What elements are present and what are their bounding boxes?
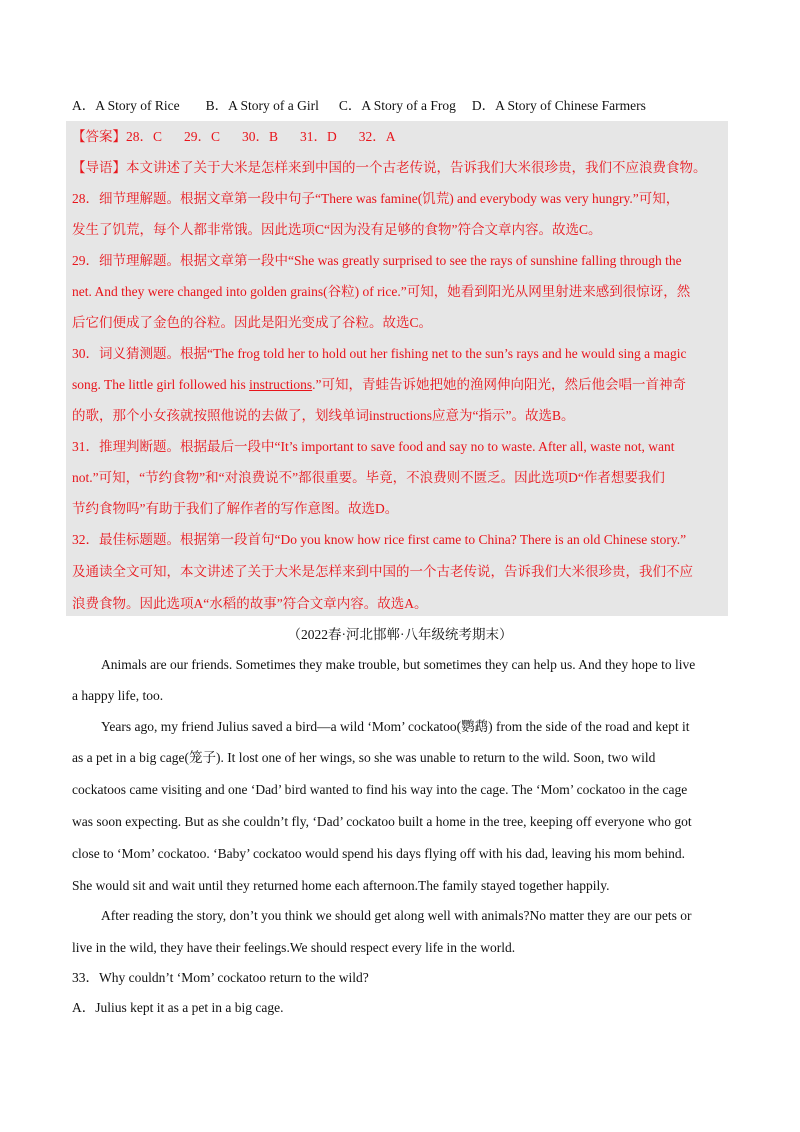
- option-a: A．A Story of Rice: [72, 98, 180, 113]
- answer-key-label: 【答案】: [72, 129, 126, 144]
- explanation-30-line-1: 30．词义猜测题。根据“The frog told her to hold out her fishing net to the sun’s rays and he would sing a magic: [72, 346, 687, 361]
- explanation-32-line-2: 及通读全文可知，本文讲述了关于大米是怎样来到中国的一个古老传说，告诉我们大米很珍贵，我们不应: [72, 564, 693, 579]
- explanation-28-line-1: 28．细节理解题。根据文章第一段中句子“There was famine(饥荒) and everybody was very hungry.”可知，: [72, 191, 680, 206]
- answer-guide: 【导语】本文讲述了关于大米是怎样来到中国的一个古老传说，告诉我们大米很珍贵，我们不应浪费食物。: [72, 160, 707, 175]
- passage-p3-line-2: live in the wild, they have their feelings.We should respect every life in the world.: [72, 940, 516, 955]
- option-d: D．A Story of Chinese Farmers: [471, 98, 646, 113]
- answer-key-31: 31．D: [300, 129, 337, 144]
- answer-key-30: 30．B: [242, 129, 279, 144]
- answer-key-line: [72, 128, 396, 146]
- explanation-29-line-2: net. And they were changed into golden grains(谷粒) of rice.”可知，她看到阳光从网里射进来感到很惊讶，然: [72, 284, 691, 299]
- explanation-28-line-2: 发生了饥荒，每个人都非常饿。因此选项C“因为没有足够的食物”符合文章内容。故选C。: [72, 222, 602, 237]
- explanation-30-text-cont: .”可知，青蛙告诉她把她的渔网伸向阳光，然后他会唱一首神奇: [312, 377, 686, 392]
- answer-key-28: 28．C: [126, 129, 163, 144]
- explanation-30-line-2: [72, 376, 686, 394]
- explanation-31-line-1: 31．推理判断题。根据最后一段中“It’s important to save food and say no to waste. After all, waste not, want: [72, 439, 675, 454]
- answer-key-29: 29．C: [184, 129, 221, 144]
- option-c: C．A Story of a Frog: [338, 98, 456, 113]
- passage-p1-line-1: Animals are our friends. Sometimes they make trouble, but sometimes they can help us. And they hope to live: [101, 657, 696, 672]
- explanation-29-line-3: 后它们便成了金色的谷粒。因此是阳光变成了谷粒。故选C。: [72, 315, 433, 330]
- question-33-option-a: A．Julius kept it as a pet in a big cage.: [72, 1000, 284, 1015]
- option-b: B．A Story of a Girl: [205, 98, 319, 113]
- passage-p2-line-1: Years ago, my friend Julius saved a bird—a wild ‘Mom’ cockatoo(鹦鹉) from the side of the road and kept it: [101, 719, 690, 734]
- question-32-options: [72, 97, 646, 115]
- explanation-31-line-2: not.”可知，“节约食物”和“对浪费说不”都很重要。毕竟，不浪费则不匮乏。因此选项D“作者想要我们: [72, 470, 665, 485]
- underlined-word: instructions: [249, 377, 313, 392]
- explanation-30-line-3: 的歌，那个小女孩就按照他说的去做了，划线单词instructions应意为“指示”。故选B。: [72, 408, 575, 423]
- question-33-stem: 33．Why couldn’t ‘Mom’ cockatoo return to the wild?: [72, 970, 369, 985]
- explanation-32-line-3: 浪费食物。因此选项A“水稻的故事”符合文章内容。故选A。: [72, 596, 428, 611]
- explanation-29-line-1: 29．细节理解题。根据文章第一段中“She was greatly surprised to see the rays of sunshine falling through the: [72, 253, 682, 268]
- passage-p2-line-4: was soon expecting. But as she couldn’t fly, ‘Dad’ cockatoo built a home in the tree, keeping off everyone who got: [72, 814, 692, 829]
- passage-p2-line-5: close to ‘Mom’ cockatoo. ‘Baby’ cockatoo would spend his days flying off with his dad, leaving his mom behind.: [72, 846, 686, 861]
- passage-source: （2022春·河北邯郸·八年级统考期末）: [287, 627, 513, 642]
- passage-p2-line-3: cockatoos came visiting and one ‘Dad’ bird wanted to find his way into the cage. The ‘Mom’ cockatoo in the cage: [72, 782, 688, 797]
- passage-p1-line-2: a happy life, too.: [72, 688, 164, 703]
- passage-p2-line-6: She would sit and wait until they returned home each afternoon.The family stayed together happily.: [72, 878, 610, 893]
- passage-p2-line-2: as a pet in a big cage(笼子). It lost one of her wings, so she was unable to return to the wild. Soon, two wild: [72, 750, 656, 765]
- explanation-30-text: song. The little girl followed his: [72, 377, 250, 392]
- explanation-31-line-3: 节约食物吗”有助于我们了解作者的写作意图。故选D。: [72, 501, 399, 516]
- answer-key-32: 32．A: [358, 129, 396, 144]
- explanation-32-line-1: 32．最佳标题题。根据第一段首句“Do you know how rice first came to China? There is an old Chinese story.”: [72, 532, 687, 547]
- passage-p3-line-1: After reading the story, don’t you think we should get along well with animals?No matter they are our pets or: [101, 908, 692, 923]
